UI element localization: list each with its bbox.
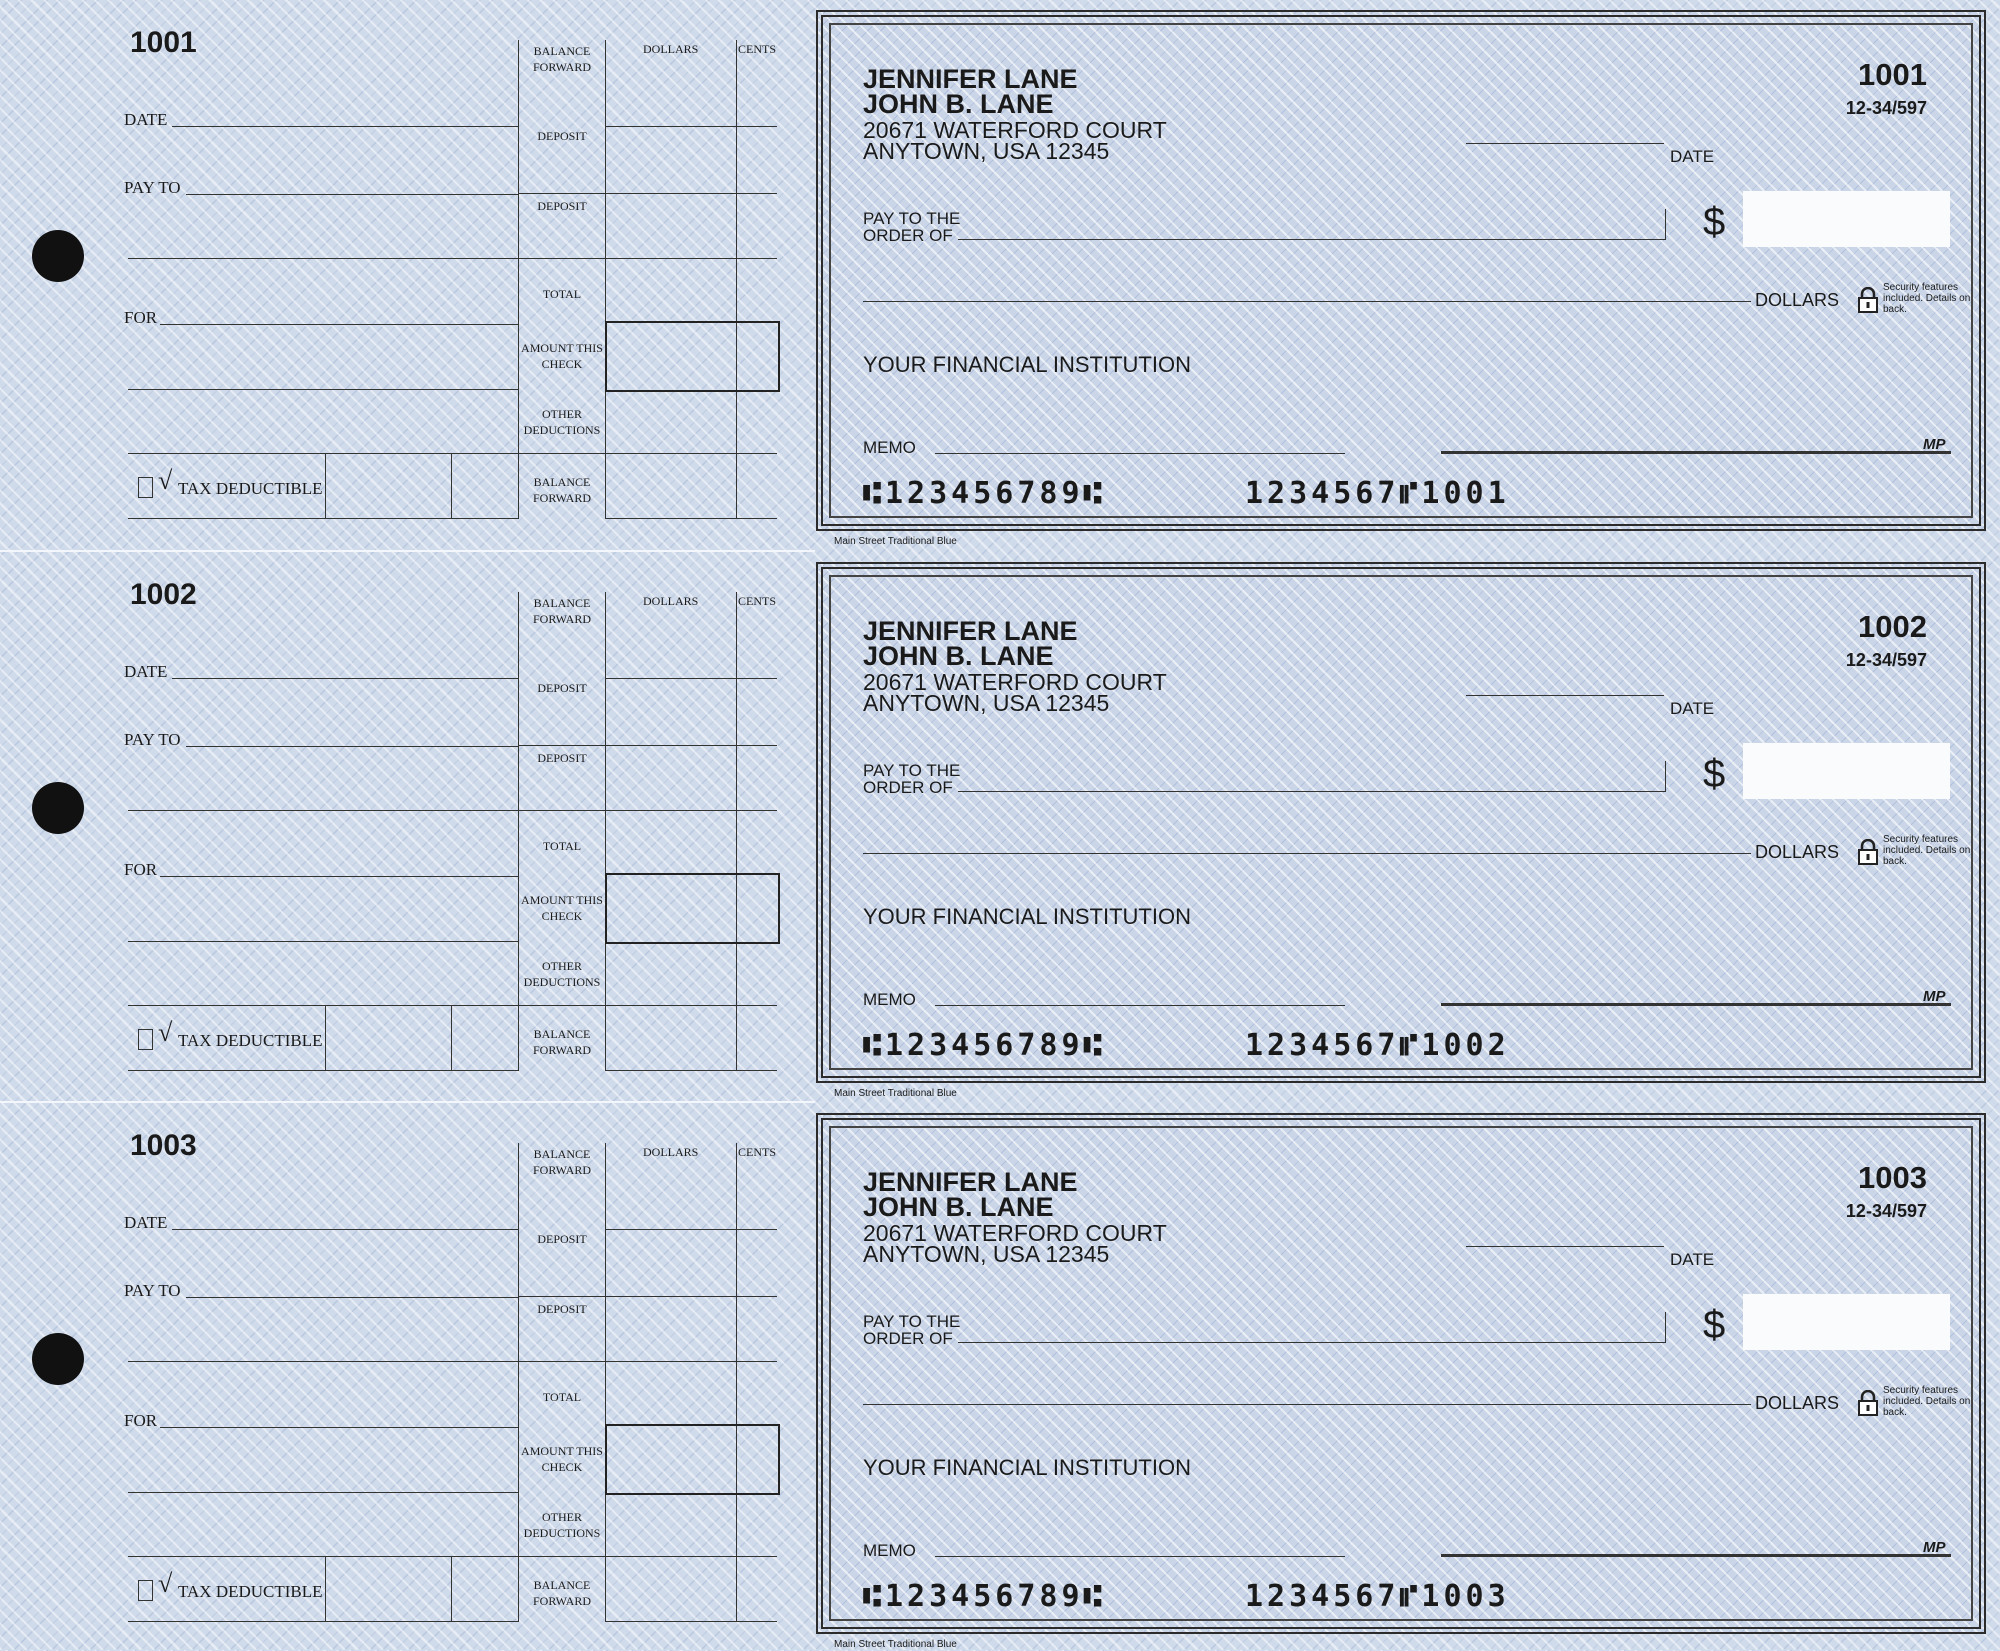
dollars-column-header: DOLLARS <box>643 1145 699 1159</box>
address-line-2: ANYTOWN, USA 12345 <box>863 138 1110 164</box>
stub-divider <box>451 453 452 519</box>
stub-for-label: FOR <box>124 860 158 879</box>
stub-for-field-2[interactable] <box>128 941 518 942</box>
stub-bottom-line <box>605 1070 777 1071</box>
stub-divider <box>325 1556 326 1622</box>
address-line-2: ANYTOWN, USA 12345 <box>863 690 1110 716</box>
stub-for-label: FOR <box>124 1411 158 1430</box>
dollars-label: DOLLARS <box>1755 290 1840 310</box>
amount-field[interactable] <box>1743 1294 1950 1350</box>
date-field[interactable] <box>1466 1246 1664 1247</box>
check-style-footer: Main Street Traditional Blue <box>834 536 957 547</box>
stub-pay-to-field[interactable] <box>186 746 518 747</box>
amount-field[interactable] <box>1743 191 1950 247</box>
routing-fraction: 12-34/597 <box>1845 1201 1927 1221</box>
tax-deductible-label: TAX DEDUCTIBLE <box>178 1031 323 1050</box>
perforation-line <box>0 1101 815 1103</box>
date-label: DATE <box>1670 147 1715 166</box>
stub-pay-to-field-2[interactable] <box>128 810 518 811</box>
stub-pay-to-label: PAY TO <box>124 1281 181 1300</box>
payee-field[interactable] <box>958 239 1666 240</box>
mp-security-icon: MP <box>1923 988 1946 1005</box>
security-features-note: Security features included. Details on back. <box>1883 834 1971 867</box>
dollar-sign: $ <box>1703 200 1726 244</box>
amount-field[interactable] <box>1743 743 1950 799</box>
stub-pay-to-field[interactable] <box>186 1297 518 1298</box>
other-deductions-label: OTHER DEDUCTIONS <box>523 959 601 989</box>
dollars-column-header: DOLLARS <box>643 594 699 608</box>
pay-to-label-line-1: PAY TO THE <box>863 209 961 228</box>
dollars-label: DOLLARS <box>1755 1393 1840 1413</box>
date-label: DATE <box>1670 699 1715 718</box>
balance-forward-label: BALANCE FORWARD <box>532 1147 591 1177</box>
balance-forward-label: BALANCE FORWARD <box>532 596 591 626</box>
pay-to-label <box>863 1313 960 1347</box>
check-row <box>0 552 2000 1100</box>
register-divider <box>736 1143 737 1622</box>
dollar-sign: $ <box>1703 1303 1726 1347</box>
dollars-label: DOLLARS <box>1755 842 1840 862</box>
stub-for-label: FOR <box>124 308 158 327</box>
date-field[interactable] <box>1466 143 1664 144</box>
address-line-1: 20671 WATERFORD COURT <box>863 669 1167 695</box>
date-label: DATE <box>1670 1250 1715 1269</box>
register-line <box>518 810 777 811</box>
account-owner-names <box>863 1167 1078 1222</box>
check-style-footer: Main Street Traditional Blue <box>834 1639 957 1650</box>
security-features-note: Security features included. Details on back. <box>1883 282 1971 315</box>
address-line-2: ANYTOWN, USA 12345 <box>863 1241 1110 1267</box>
owner-name-1: JENNIFER LANE <box>863 1167 1078 1197</box>
memo-field[interactable] <box>935 1556 1345 1557</box>
memo-label: MEMO <box>863 1541 916 1560</box>
routing-fraction: 12-34/597 <box>1845 650 1927 670</box>
register-divider <box>605 592 606 1071</box>
register-line <box>518 193 777 194</box>
owner-name-1: JENNIFER LANE <box>863 616 1078 646</box>
balance-forward-label: BALANCE FORWARD <box>532 1578 591 1608</box>
register-line <box>605 1229 777 1230</box>
stub-for-field-2[interactable] <box>128 389 518 390</box>
dollars-column-header: DOLLARS <box>643 42 699 56</box>
signature-field[interactable] <box>1441 1554 1951 1557</box>
stub-date-field[interactable] <box>172 678 518 679</box>
perforation-line <box>0 550 815 552</box>
stub-date-label: DATE <box>124 662 168 681</box>
signature-field[interactable] <box>1441 1003 1951 1006</box>
other-deductions-label: OTHER DEDUCTIONS <box>523 1510 601 1540</box>
check-row <box>0 0 2000 548</box>
stub-for-field-2[interactable] <box>128 1492 518 1493</box>
total-label: TOTAL <box>542 839 582 853</box>
tax-deductible-label: TAX DEDUCTIBLE <box>178 479 323 498</box>
deposit-label: DEPOSIT <box>537 751 587 765</box>
memo-field[interactable] <box>935 1005 1345 1006</box>
payee-field-end <box>1665 209 1666 239</box>
owner-name-2: JOHN B. LANE <box>863 1192 1054 1222</box>
deposit-label: DEPOSIT <box>537 1232 587 1246</box>
tax-deductible-label: TAX DEDUCTIBLE <box>178 1582 323 1601</box>
micr-account-number: 1234567⑈1003 <box>1245 1579 1510 1614</box>
punch-hole-icon <box>32 230 84 282</box>
micr-routing-number: ⑆123456789⑆ <box>863 476 1106 511</box>
memo-label: MEMO <box>863 438 916 457</box>
padlock-icon <box>1857 287 1879 313</box>
other-deductions-label: OTHER DEDUCTIONS <box>523 407 601 437</box>
pay-to-label-line-1: PAY TO THE <box>863 1312 961 1331</box>
date-field[interactable] <box>1466 695 1664 696</box>
dollar-sign: $ <box>1703 752 1726 796</box>
total-label: TOTAL <box>542 287 582 301</box>
stub-pay-to-label: PAY TO <box>124 730 181 749</box>
stub-divider <box>128 453 518 454</box>
security-features-note: Security features included. Details on back. <box>1883 1385 1971 1418</box>
stub-date-field[interactable] <box>172 126 518 127</box>
bank-name: YOUR FINANCIAL INSTITUTION <box>863 904 1191 929</box>
payee-field[interactable] <box>958 791 1666 792</box>
address-line-1: 20671 WATERFORD COURT <box>863 117 1167 143</box>
address-line-1: 20671 WATERFORD COURT <box>863 1220 1167 1246</box>
register-divider <box>736 40 737 519</box>
bank-name: YOUR FINANCIAL INSTITUTION <box>863 1455 1191 1480</box>
check-number: 1001 <box>1858 57 1927 92</box>
total-label: TOTAL <box>542 1390 582 1404</box>
deposit-label: DEPOSIT <box>537 129 587 143</box>
stub-for-field[interactable] <box>160 1427 518 1428</box>
payee-field-end <box>1665 761 1666 791</box>
memo-field[interactable] <box>935 453 1345 454</box>
register-divider <box>736 592 737 1071</box>
stub-bottom-line <box>128 518 518 519</box>
punch-hole-icon <box>32 782 84 834</box>
owner-name-2: JOHN B. LANE <box>863 641 1054 671</box>
register-line <box>518 1361 777 1362</box>
register-line <box>605 126 777 127</box>
stub-bottom-line <box>128 1070 518 1071</box>
stub-divider <box>451 1005 452 1071</box>
owner-name-1: JENNIFER LANE <box>863 64 1078 94</box>
account-owner-names <box>863 616 1078 671</box>
stub-divider <box>128 1005 518 1006</box>
amount-in-words-field[interactable] <box>863 853 1751 854</box>
register-divider <box>605 40 606 519</box>
stub-check-number: 1001 <box>130 26 197 59</box>
amount-this-check-field[interactable] <box>605 321 780 392</box>
register-divider <box>605 1143 606 1622</box>
tax-deductible-checkbox[interactable] <box>138 1029 153 1050</box>
register-line <box>518 1005 777 1006</box>
deposit-label: DEPOSIT <box>537 199 587 213</box>
cents-column-header: CENTS <box>738 1145 777 1159</box>
owner-name-2: JOHN B. LANE <box>863 89 1054 119</box>
pay-to-label-line-2: ORDER OF <box>863 226 953 245</box>
register-divider <box>518 1143 519 1622</box>
register-line <box>518 453 777 454</box>
amount-in-words-field[interactable] <box>863 301 1751 302</box>
pay-to-label <box>863 210 960 244</box>
balance-forward-label: BALANCE FORWARD <box>532 1027 591 1057</box>
padlock-icon <box>1857 1390 1879 1416</box>
stub-pay-to-field-2[interactable] <box>128 258 518 259</box>
stub-pay-to-field[interactable] <box>186 194 518 195</box>
check-body <box>816 1113 1986 1634</box>
balance-forward-label: BALANCE FORWARD <box>532 44 591 74</box>
check-body <box>816 562 1986 1083</box>
stub-divider <box>325 1005 326 1071</box>
amount-this-check-field[interactable] <box>605 873 780 944</box>
payee-field-end <box>1665 1312 1666 1342</box>
pay-to-label <box>863 762 960 796</box>
mp-security-icon: MP <box>1923 1539 1946 1556</box>
stub-pay-to-field-2[interactable] <box>128 1361 518 1362</box>
stub-date-label: DATE <box>124 110 168 129</box>
tax-deductible-checkbox[interactable] <box>138 477 153 498</box>
micr-account-number: 1234567⑈1001 <box>1245 476 1510 511</box>
micr-account-number: 1234567⑈1002 <box>1245 1028 1510 1063</box>
routing-fraction: 12-34/597 <box>1845 98 1927 118</box>
stub-divider <box>451 1556 452 1622</box>
cents-column-header: CENTS <box>738 594 777 608</box>
amount-this-check-field[interactable] <box>605 1424 780 1495</box>
check-style-footer: Main Street Traditional Blue <box>834 1088 957 1099</box>
stub-divider <box>128 1556 518 1557</box>
stub-date-field[interactable] <box>172 1229 518 1230</box>
mp-security-icon: MP <box>1923 436 1946 453</box>
register-line <box>605 678 777 679</box>
register-line <box>518 258 777 259</box>
register-divider <box>518 40 519 519</box>
checkmark-icon: √ <box>158 466 173 495</box>
padlock-icon <box>1857 839 1879 865</box>
stub-bottom-line <box>605 1621 777 1622</box>
account-owner-names <box>863 64 1078 119</box>
stub-check-number: 1003 <box>130 1129 197 1162</box>
micr-routing-number: ⑆123456789⑆ <box>863 1579 1106 1614</box>
punch-hole-icon <box>32 1333 84 1385</box>
micr-routing-number: ⑆123456789⑆ <box>863 1028 1106 1063</box>
payee-field[interactable] <box>958 1342 1666 1343</box>
stub-date-label: DATE <box>124 1213 168 1232</box>
amount-this-check-label: AMOUNT THIS CHECK <box>521 893 603 923</box>
register-divider <box>518 592 519 1071</box>
stub-for-field[interactable] <box>160 876 518 877</box>
check-row <box>0 1103 2000 1651</box>
check-body <box>816 10 1986 531</box>
bank-name: YOUR FINANCIAL INSTITUTION <box>863 352 1191 377</box>
register-line <box>518 745 777 746</box>
register-line <box>518 1296 777 1297</box>
tax-deductible-checkbox[interactable] <box>138 1580 153 1601</box>
pay-to-label-line-2: ORDER OF <box>863 1329 953 1348</box>
stub-pay-to-label: PAY TO <box>124 178 181 197</box>
stub-bottom-line <box>128 1621 518 1622</box>
balance-forward-label: BALANCE FORWARD <box>532 475 591 505</box>
pay-to-label-line-1: PAY TO THE <box>863 761 961 780</box>
deposit-label: DEPOSIT <box>537 1302 587 1316</box>
amount-in-words-field[interactable] <box>863 1404 1751 1405</box>
stub-bottom-line <box>605 518 777 519</box>
check-number: 1003 <box>1858 1160 1927 1195</box>
checkmark-icon: √ <box>158 1569 173 1598</box>
amount-this-check-label: AMOUNT THIS CHECK <box>521 1444 603 1474</box>
checkmark-icon: √ <box>158 1018 173 1047</box>
register-line <box>518 1556 777 1557</box>
stub-check-number: 1002 <box>130 578 197 611</box>
memo-label: MEMO <box>863 990 916 1009</box>
check-number: 1002 <box>1858 609 1927 644</box>
cents-column-header: CENTS <box>738 42 777 56</box>
signature-field[interactable] <box>1441 451 1951 454</box>
pay-to-label-line-2: ORDER OF <box>863 778 953 797</box>
stub-divider <box>325 453 326 519</box>
amount-this-check-label: AMOUNT THIS CHECK <box>521 341 603 371</box>
deposit-label: DEPOSIT <box>537 681 587 695</box>
stub-for-field[interactable] <box>160 324 518 325</box>
